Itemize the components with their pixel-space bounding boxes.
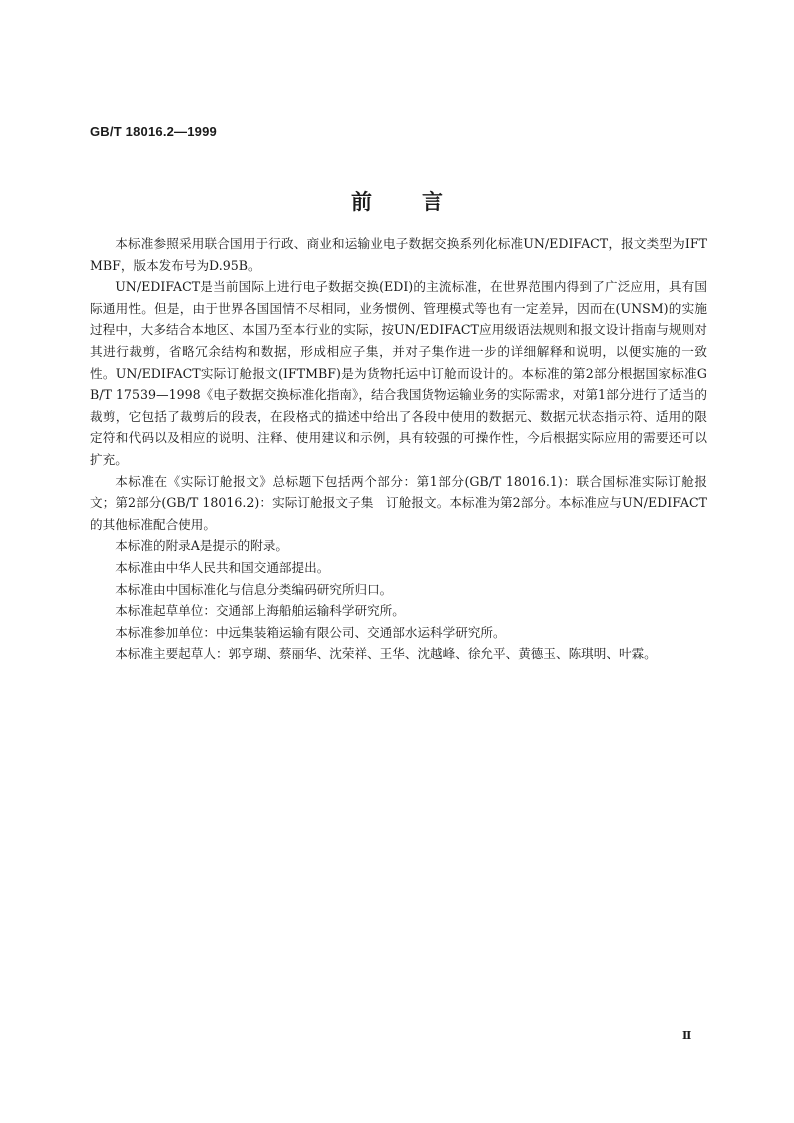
page-title: 前言 <box>351 190 493 214</box>
paragraph-annex: 本标准的附录A是提示的附录。 <box>115 538 289 554</box>
paragraph-proposer: 本标准由中华人民共和国交通部提出。 <box>115 559 330 575</box>
standard-code: GB/T 18016.2—1999 <box>90 124 217 139</box>
paragraph-centralized: 本标准由中国标准化与信息分类编码研究所归口。 <box>115 581 393 597</box>
paragraph-drafters: 本标准主要起草人：郭亨瑚、蔡丽华、沈荣祥、王华、沈越峰、徐允平、黄德玉、陈琪明、叶霖。 <box>115 646 657 662</box>
paragraph-structure: 本标准在《实际订舱报文》总标题下包括两个部分：第1部分(GB/T 18016.1)：联合国标准实际订舱报文；第2部分(GB/T 18016.2)：实际订舱报文子集 订舱报文。本标准为第2部分。本标准应与UN/EDIFACT的其他标准配合使用。 <box>90 473 707 532</box>
paragraph-background: UN/EDIFACT是当前国际上进行电子数据交换(EDI)的主流标准，在世界范围内得到了广泛应用，具有国际通用性。但是，由于世界各国国情不尽相同，业务惯例、管理模式等也有一定差异，因而在(UNSM)的实施过程中，大多结合本地区、本国乃至本行业的实际，按UN/EDIFACT应用级语法规则和报文设计指南与规则对其进行裁剪，省略冗余结构和数据，形成相应子集，并对子集作进一步的详细解释和说明，以便实施的一致性。UN/EDIFACT实际订舱报文(IFTMBF)是为货物托运中订舱而设计的。本标准的第2部分根据国家标准GB/T 17539—1998《电子数据交换标准化指南》，结合我国货物运输业务的实际需求，对第1部分进行了适当的裁剪，它包括了裁剪后的段表，在段格式的描述中给出了各段中使用的数据元、数据元状态指示符、适用的限定符和代码以及相应的说明、注释、使用建议和示例，具有较强的可操作性，今后根据实际应用的需要还可以扩充。 <box>90 279 707 467</box>
paragraph-drafting-unit: 本标准起草单位：交通部上海船舶运输科学研究所。 <box>115 603 405 619</box>
paragraph-adoption: 本标准参照采用联合国用于行政、商业和运输业电子数据交换系列化标准UN/EDIFACT，报文类型为IFTMBF，版本发布号为D.95B。 <box>90 236 707 273</box>
paragraph-participating-units: 本标准参加单位：中远集装箱运输有限公司、交通部水运科学研究所。 <box>115 624 506 640</box>
foreword-body <box>90 233 707 665</box>
page-number: Ⅱ <box>682 1029 692 1042</box>
